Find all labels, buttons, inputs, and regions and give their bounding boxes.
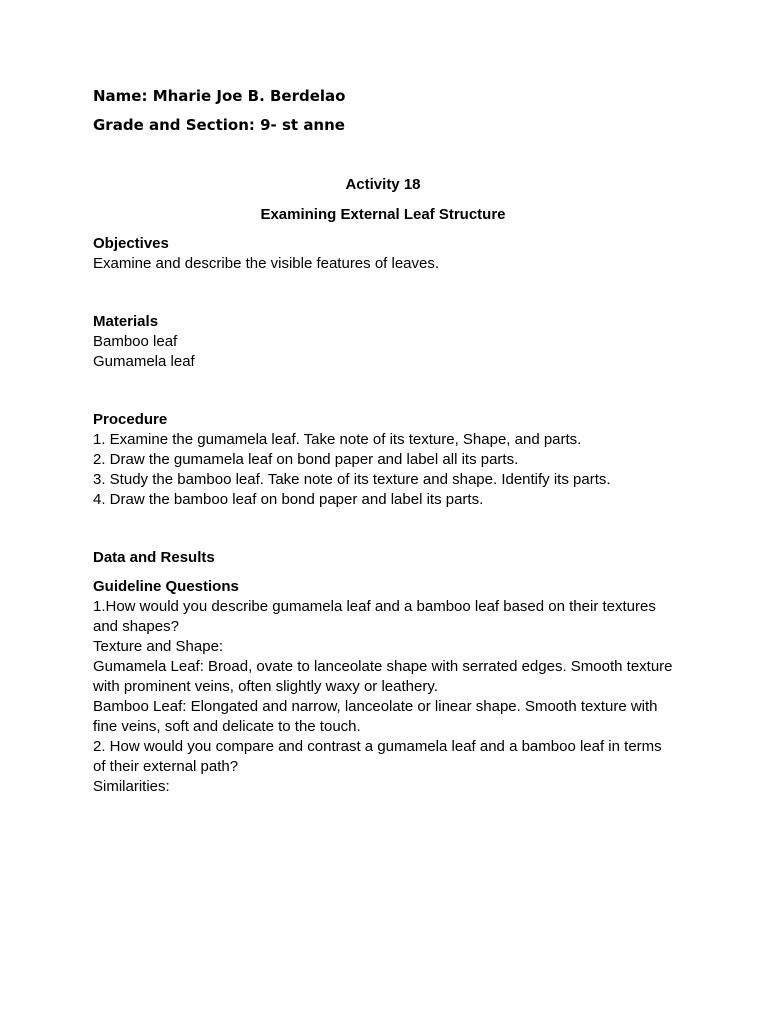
texture-shape-label: Texture and Shape: xyxy=(93,638,224,655)
objectives-heading: Objectives xyxy=(93,235,169,252)
procedure-step: 1. Examine the gumamela leaf. Take note of its texture, Shape, and parts. xyxy=(93,431,582,448)
data-results-heading: Data and Results xyxy=(93,549,215,566)
grade-section: Grade and Section: 9- st anne xyxy=(93,116,345,134)
procedure-step: 4. Draw the bamboo leaf on bond paper and label its parts. xyxy=(93,491,484,508)
activity-title: Activity 18 xyxy=(345,176,421,193)
student-name: Name: Mharie Joe B. Berdelao xyxy=(93,87,346,105)
question-2: 2. How would you compare and contrast a gumamela leaf and a bamboo leaf in terms of their external path? xyxy=(93,738,662,775)
question-1: 1.How would you describe gumamela leaf and a bamboo leaf based on their textures and shapes? xyxy=(93,598,656,635)
material-item: Bamboo leaf xyxy=(93,333,178,350)
procedure-step: 3. Study the bamboo leaf. Take note of its texture and shape. Identify its parts. xyxy=(93,471,611,488)
activity-subtitle: Examining External Leaf Structure xyxy=(260,206,506,223)
bamboo-answer: Bamboo Leaf: Elongated and narrow, lanceolate or linear shape. Smooth texture with fine veins, soft and delicate to the touch. xyxy=(93,698,658,735)
objectives-text: Examine and describe the visible features of leaves. xyxy=(93,255,440,272)
gumamela-answer: Gumamela Leaf: Broad, ovate to lanceolate shape with serrated edges. Smooth texture with prominent veins, often slightly waxy or leathery. xyxy=(93,658,673,695)
guideline-questions-heading: Guideline Questions xyxy=(93,578,239,595)
document-body xyxy=(93,86,673,797)
procedure-step: 2. Draw the gumamela leaf on bond paper and label all its parts. xyxy=(93,451,519,468)
procedure-heading: Procedure xyxy=(93,411,168,428)
material-item: Gumamela leaf xyxy=(93,353,195,370)
materials-heading: Materials xyxy=(93,313,159,330)
similarities-label: Similarities: xyxy=(93,778,170,795)
